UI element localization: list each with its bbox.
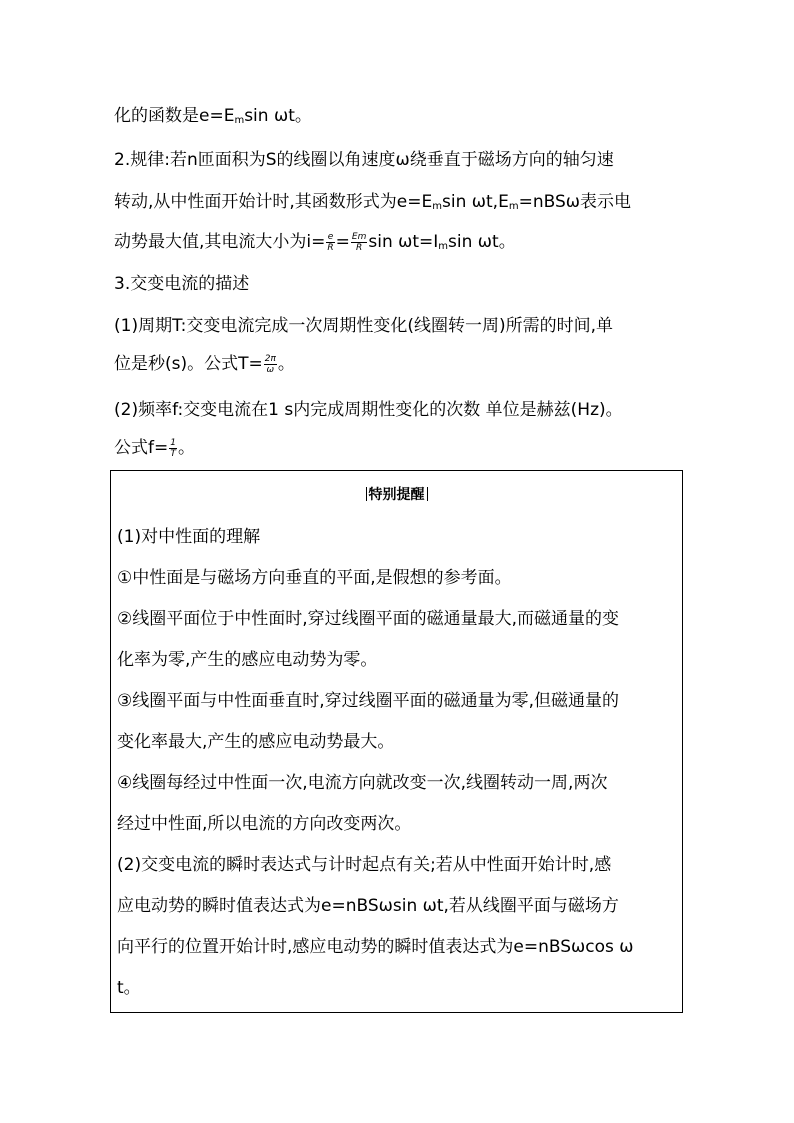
special-reminder-box	[110, 470, 683, 1013]
box-line: 向平行的位置开始计时,感应电动势的瞬时值表达式为e=nBSωcos ω	[117, 937, 634, 957]
text: 化的函数是e=E	[114, 106, 235, 126]
text: =	[335, 232, 350, 252]
text-line-2: 2.规律:若n匝面积为S的线圈以角速度ω绕垂直于磁场方向的轴匀速	[114, 150, 614, 170]
text: 动势最大值,其电流大小为i=	[114, 232, 326, 252]
box-line: (2)交变电流的瞬时表达式与计时起点有关;若从中性面开始计时,感	[117, 855, 612, 875]
text-line-3	[114, 190, 631, 219]
text: sin ωt=I	[368, 232, 439, 252]
box-line: (1)对中性面的理解	[117, 527, 261, 547]
text: =nBSω表示电	[518, 192, 631, 212]
text: 。	[177, 438, 195, 458]
subscript: m	[438, 241, 449, 252]
subscript: m	[432, 201, 443, 212]
text-line-7	[114, 352, 295, 376]
text-line-9	[114, 436, 195, 460]
box-line: ④线圈每经过中性面一次,电流方向就改变一次,线圈转动一周,两次	[117, 773, 608, 793]
box-line: 经过中性面,所以电流的方向改变两次。	[117, 814, 412, 834]
text: 转动,从中性面开始计时,其函数形式为e=E	[114, 192, 433, 212]
text: sin ωt。	[244, 106, 312, 126]
fraction: $\frac{e}{R}$	[327, 231, 334, 253]
box-line: 化率为零,产生的感应电动势为零。	[117, 650, 378, 670]
box-line: ③线圈平面与中性面垂直时,穿过线圈平面的磁通量为零,但磁通量的	[117, 691, 620, 711]
section-heading: 3.交变电流的描述	[114, 274, 250, 294]
subscript: m	[508, 201, 519, 212]
text-line-8: (2)频率f:交变电流在1 s内完成周期性变化的次数 单位是赫兹(Hz)。	[114, 400, 623, 420]
box-title-text: 特别提醒	[368, 487, 425, 503]
box-line: t。	[117, 978, 141, 998]
fraction: $\frac{Em}{R}$	[351, 231, 367, 253]
text: 。	[277, 354, 295, 374]
text-line-6: (1)周期T:交变电流完成一次周期性变化(线圈转一周)所需的时间,单	[114, 316, 613, 336]
box-line: 变化率最大,产生的感应电动势最大。	[117, 732, 395, 752]
text-line-1	[114, 104, 312, 133]
box-line: 应电动势的瞬时值表达式为e=nBSωsin ωt,若从线圈平面与磁场方	[117, 896, 619, 916]
title-bar-right	[427, 487, 428, 501]
text-line-4	[114, 230, 516, 259]
title-bar-left	[366, 487, 367, 501]
subscript: m	[234, 115, 245, 126]
text: sin ωt,E	[442, 192, 509, 212]
box-title	[111, 485, 682, 505]
fraction: $\frac{2\pi}{\omega}$	[264, 353, 276, 375]
text: 公式f=	[114, 438, 169, 458]
text: 位是秒(s)。公式T=	[114, 354, 263, 374]
box-line: ①中性面是与磁场方向垂直的平面,是假想的参考面。	[117, 568, 512, 588]
box-line: ②线圈平面位于中性面时,穿过线圈平面的磁通量最大,而磁通量的变	[117, 609, 620, 629]
text: sin ωt。	[448, 232, 516, 252]
fraction: $\frac{1}{T}$	[170, 437, 176, 459]
